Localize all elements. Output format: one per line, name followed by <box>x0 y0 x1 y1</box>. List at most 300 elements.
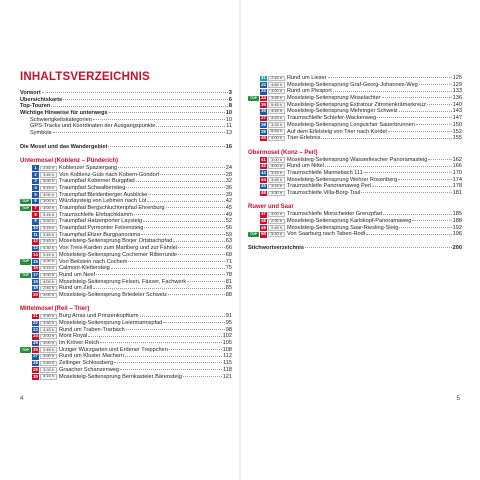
toc-line[interactable] <box>20 103 232 110</box>
tour-page: 162 <box>452 156 462 163</box>
toc-line-label: Top-Touren <box>20 103 51 110</box>
toc-line-page: 11 <box>226 123 232 130</box>
right-page <box>240 0 480 480</box>
top-tour-badge: TOP <box>20 259 31 264</box>
tour-page: 150 <box>452 121 462 128</box>
top-tour-badge: TOP <box>20 206 31 211</box>
tour-entry[interactable] <box>248 102 462 109</box>
tour-entry[interactable] <box>20 232 232 239</box>
tour-entry[interactable] <box>20 225 232 232</box>
leader-dots <box>111 268 225 269</box>
tour-duration: 2:45 h <box>40 361 57 366</box>
tour-number-badge: 41 <box>261 156 266 162</box>
tour-title: Zeltinger Schlossberg <box>59 360 114 367</box>
tour-page: 185 <box>452 211 462 218</box>
tour-page: 81 <box>225 278 232 285</box>
tour-page: 59 <box>225 231 232 238</box>
toc-line[interactable] <box>20 97 232 104</box>
tour-title: Moselsteig-Seitensprung Wehrer Rosenberg <box>287 176 398 183</box>
toc-spacer <box>20 137 232 144</box>
leader-dots <box>428 159 451 160</box>
top-badge-placeholder <box>20 252 31 257</box>
tour-number-badge: 14 <box>33 251 38 257</box>
tour-entry[interactable] <box>20 313 232 320</box>
top-badge-placeholder <box>20 219 31 224</box>
tour-page: 102 <box>222 333 232 340</box>
leader-dots <box>93 119 225 120</box>
leader-dots <box>427 104 452 105</box>
leader-dots <box>147 201 224 202</box>
tour-title: Im Kröver Reich <box>59 340 100 347</box>
tour-entry[interactable] <box>248 218 462 225</box>
tour-entry[interactable] <box>20 185 232 192</box>
toc-line[interactable] <box>20 123 232 130</box>
top-badge-placeholder <box>248 122 259 127</box>
tour-entry[interactable] <box>248 129 462 136</box>
tour-duration: 3:00 h <box>268 212 285 217</box>
tour-duration: 4:00 h <box>268 136 285 141</box>
tour-title: Moselsteig-Seitensprung Leiermannspfad <box>59 320 163 326</box>
tour-title: Moselsteig-Seitensprung Briedeler Schweiz <box>59 291 167 298</box>
section-spacer <box>248 238 462 245</box>
tour-number-badge: 39 <box>261 128 266 134</box>
tour-page: 32 <box>225 178 232 185</box>
leader-dots <box>372 186 452 187</box>
tour-entry[interactable] <box>20 165 232 172</box>
tour-number-badge: 27 <box>33 353 38 359</box>
tour-duration: 3:00 h <box>40 367 57 372</box>
tour-duration: 3:30 h <box>268 191 285 196</box>
tour-entry[interactable] <box>20 367 232 374</box>
tour-entry[interactable] <box>248 211 462 218</box>
tour-page: 63 <box>225 238 232 245</box>
tour-entry[interactable] <box>20 198 232 205</box>
toc-line[interactable] <box>20 130 232 137</box>
section-spacer <box>20 299 232 306</box>
tour-entry[interactable] <box>20 333 232 340</box>
tour-number-badge: 9 <box>32 219 39 225</box>
tour-entry[interactable] <box>248 122 462 129</box>
leader-dots <box>399 111 452 112</box>
tour-number-badge: 35 <box>261 101 266 107</box>
tour-duration: 3:00 h <box>268 89 285 94</box>
tour-entry[interactable] <box>20 285 232 292</box>
tour-number-badge: 37 <box>261 115 266 121</box>
tour-page: 42 <box>225 198 232 205</box>
tour-entry[interactable] <box>20 374 232 381</box>
top-badge-placeholder <box>20 232 31 237</box>
tour-page: 118 <box>223 366 232 373</box>
tour-title: Traumschleife Panoramaweg Perl <box>287 183 372 190</box>
leader-dots <box>140 316 225 317</box>
section-spacer <box>248 197 462 204</box>
tour-number-badge: 36 <box>261 108 266 114</box>
leader-dots <box>120 369 222 370</box>
tour-page: 68 <box>225 251 232 258</box>
tour-title: Traumpfad Bergschluchtenpfad Ehrenburg <box>59 205 165 211</box>
tour-duration: 3:15 h <box>40 252 57 257</box>
tour-duration: 3:15 h <box>268 184 285 189</box>
tour-duration: 3:45 h <box>40 172 57 177</box>
tour-duration: 3:00 h <box>40 273 57 278</box>
top-badge-placeholder <box>248 184 259 189</box>
tour-entry[interactable] <box>20 245 232 252</box>
toc-line-page: 200 <box>452 244 462 251</box>
top-badge-placeholder <box>20 334 31 339</box>
section-spacer <box>20 150 232 157</box>
tour-entry[interactable] <box>248 225 462 232</box>
leader-dots <box>364 172 452 173</box>
tour-number-badge: 50 <box>261 231 266 237</box>
top-badge-placeholder <box>20 314 31 319</box>
toc-line-page: 10 <box>225 116 232 123</box>
leader-dots <box>361 192 452 193</box>
leader-dots <box>169 349 222 350</box>
tour-entry[interactable] <box>248 95 462 102</box>
tour-entry[interactable] <box>248 190 462 197</box>
tour-page: 49 <box>225 211 232 218</box>
top-badge-placeholder <box>20 354 31 359</box>
tour-duration: 3:00 h <box>40 199 57 204</box>
tour-number-badge: 18 <box>33 278 38 284</box>
tour-page: 196 <box>452 231 462 238</box>
tour-number-badge: 49 <box>261 224 266 230</box>
tour-number-badge: 31 <box>261 75 266 80</box>
tour-title: Traumschleife Schiefer-Wackenweg <box>287 115 377 122</box>
top-badge-placeholder <box>248 129 259 134</box>
tour-number-badge: 46 <box>261 190 266 195</box>
tour-duration: 4:00 h <box>40 259 57 264</box>
section-spacer <box>20 380 232 387</box>
tour-page: 166 <box>452 163 462 170</box>
tour-duration: 3:30 h <box>40 321 57 326</box>
tour-entry[interactable] <box>20 292 232 299</box>
tour-page: 136 <box>452 95 462 102</box>
section-heading: Ruwer und Saar <box>248 204 294 211</box>
tour-duration: 4:00 h <box>40 192 57 197</box>
leader-dots <box>125 356 222 357</box>
leader-dots <box>134 214 225 215</box>
leader-dots <box>144 227 224 228</box>
leader-dots <box>160 174 225 175</box>
tour-duration: 3:00 h <box>40 341 57 346</box>
tour-number-badge: 32 <box>261 81 266 87</box>
tour-title: Traumpfad Pyrmonter Felsensteig <box>59 225 144 232</box>
top-badge-placeholder <box>248 212 259 217</box>
tour-duration: 2:45 h <box>40 239 57 244</box>
tour-duration: 4:15 h <box>268 116 285 121</box>
leader-dots <box>42 92 228 93</box>
tour-number-badge: 1 <box>32 165 39 171</box>
tour-page: 56 <box>225 225 232 232</box>
tour-entry[interactable] <box>20 347 232 354</box>
tour-number-badge: 6 <box>32 199 39 205</box>
tour-title: Rund um Traben-Trarbach <box>59 326 125 333</box>
tour-number-badge: 8 <box>32 212 39 218</box>
tour-title: Graacher Schanzenweg <box>59 366 120 373</box>
leader-dots <box>388 131 452 132</box>
tour-entry[interactable] <box>248 75 462 82</box>
tour-page: 71 <box>225 258 232 265</box>
tour-page: 125 <box>452 75 462 81</box>
leader-dots <box>96 274 225 275</box>
toc-line-label: Wichtige Hinweise für unterwegs <box>20 110 108 117</box>
tour-entry[interactable] <box>248 231 462 238</box>
tour-duration: 2:45 h <box>40 166 57 171</box>
leader-dots <box>366 234 451 235</box>
tour-entry[interactable] <box>20 360 232 367</box>
tour-duration: 4:45 h <box>268 82 285 87</box>
tour-duration: 4:00 h <box>40 206 57 211</box>
top-badge-placeholder <box>248 116 259 121</box>
tour-entry[interactable] <box>20 218 232 225</box>
top-badge-placeholder <box>20 179 31 184</box>
top-badge-placeholder <box>248 171 259 176</box>
tour-number-badge: 38 <box>261 121 266 127</box>
tour-duration: 4:30 h <box>40 246 57 251</box>
top-badge-placeholder <box>248 89 259 94</box>
toc-title: INHALTSVERZEICHNIS <box>20 71 150 83</box>
tour-number-badge: 4 <box>32 185 39 191</box>
tour-duration: 3:00 h <box>40 293 57 298</box>
tour-title: Auf dem Eifelsteig von Trier nach Kordel <box>287 128 387 135</box>
leader-dots <box>166 207 225 208</box>
tour-title: Rund um Lieser <box>287 75 327 81</box>
tour-page: 121 <box>222 373 232 380</box>
top-badge-placeholder <box>20 172 31 177</box>
toc-line-page: 16 <box>225 143 232 150</box>
tour-page: 178 <box>452 183 462 190</box>
tour-page: 36 <box>225 184 232 191</box>
toc-line-page: 13 <box>225 130 232 137</box>
tour-title: Rund um Kloster Machern <box>59 353 124 360</box>
tour-title: Traumpfad Hatzenporter Laysteig <box>59 218 143 225</box>
top-badge-placeholder <box>20 367 31 372</box>
leader-dots <box>88 336 221 337</box>
tour-entry[interactable] <box>248 108 462 115</box>
top-badge-placeholder <box>248 109 259 114</box>
tour-page: 170 <box>452 169 462 176</box>
leader-dots <box>383 214 452 215</box>
tour-title: Moselsteig-Seitensprung Karlskopf-Panoramaweg <box>287 218 412 225</box>
tour-title: Koblenzer Spaziergang <box>59 164 118 171</box>
leader-dots <box>109 112 225 113</box>
top-badge-placeholder <box>248 76 259 81</box>
tour-title: Traumpfad Bleidenberger Ausblicke <box>59 191 148 198</box>
tour-title: Moselsteig-Seitensprung Borjer Ortsbachpfad <box>59 238 173 245</box>
tour-page: 85 <box>225 285 232 292</box>
tour-duration: 3:15 h <box>40 226 57 231</box>
tour-number-badge: 26 <box>33 346 38 352</box>
tour-page: 52 <box>225 218 232 225</box>
tour-duration: 3:00 h <box>268 157 285 162</box>
tour-number-badge: 15 <box>33 258 38 264</box>
tour-title: Traumpfad Eltzer Burgpanorama <box>59 231 141 238</box>
tour-duration: 3:45 h <box>268 177 285 182</box>
tour-page: 174 <box>452 176 462 183</box>
tour-title: Rund um Piesport <box>287 88 332 95</box>
leader-dots <box>178 247 225 248</box>
section-heading: Untermosel (Koblenz – Pünderich) <box>20 157 119 164</box>
tour-title: Moselsteig-Seitensprung Saar-Riesling-Steig <box>287 224 399 231</box>
toc-line-label: Vorwort <box>20 90 41 96</box>
tour-number-badge: 43 <box>261 169 266 175</box>
tour-page: 133 <box>452 88 462 95</box>
tour-entry[interactable] <box>20 272 232 279</box>
toc-line[interactable] <box>20 110 232 117</box>
tour-entry[interactable] <box>20 340 232 347</box>
tour-page: 91 <box>225 313 232 320</box>
tour-title: Von Koblenz-Güls nach Kobern-Gondorf <box>59 171 160 178</box>
leader-dots <box>51 106 228 107</box>
tour-number-badge: 19 <box>33 285 38 291</box>
tour-duration: 5:15 h <box>40 186 57 191</box>
top-badge-placeholder <box>20 186 31 191</box>
top-badge-placeholder <box>20 293 31 298</box>
top-badge-placeholder <box>20 212 31 217</box>
leader-dots <box>333 91 452 92</box>
tour-number-badge: 22 <box>33 320 38 325</box>
leader-dots <box>126 187 224 188</box>
tour-duration: 3:15 h <box>268 171 285 176</box>
tour-title: Burg Arras und Prinzenkopfturm <box>59 313 139 320</box>
tour-title: Mont Royal <box>59 333 88 340</box>
tour-page: 152 <box>452 128 462 135</box>
tour-entry[interactable] <box>20 178 232 185</box>
tour-entry[interactable] <box>20 172 232 179</box>
tour-title: Traumschleife Mannebach 111 <box>287 169 363 176</box>
tour-entry[interactable] <box>20 279 232 286</box>
top-badge-placeholder <box>248 82 259 87</box>
toc-line[interactable] <box>20 117 232 124</box>
tour-number-badge: 34 <box>261 95 266 101</box>
leader-dots <box>141 234 225 235</box>
section-heading: Obermosel (Konz – Perl) <box>248 149 318 156</box>
leader-dots <box>305 247 452 248</box>
tour-number-badge: 30 <box>33 373 38 379</box>
tour-entry[interactable] <box>248 115 462 122</box>
tour-title: Moselsteig-Seitensprung Graf-Georg-Johannes-Weg <box>287 81 418 88</box>
tour-duration: 4:45 h <box>40 327 57 332</box>
top-badge-placeholder <box>248 164 259 169</box>
tour-entry[interactable] <box>20 205 232 212</box>
tour-title: Moselsteig-Seitensprung Wasserliescher Panoramasteig <box>287 156 428 163</box>
top-tour-badge: TOP <box>248 96 259 101</box>
leader-dots <box>187 281 225 282</box>
tour-title: Ürziger Würzgarten und Erdener Treppchen <box>59 346 168 353</box>
top-badge-placeholder <box>20 239 31 244</box>
tour-entry[interactable] <box>20 252 232 259</box>
tour-page: 28 <box>225 171 232 178</box>
tour-entry[interactable] <box>248 170 462 177</box>
tour-number-badge: 44 <box>261 176 266 182</box>
tour-duration: 3:15 h <box>268 122 285 127</box>
tour-entry[interactable] <box>248 163 462 170</box>
tour-entry[interactable] <box>20 327 232 334</box>
tour-duration: 6:45 h <box>268 129 285 134</box>
tour-entry[interactable] <box>20 265 232 272</box>
tour-entry[interactable] <box>20 320 232 327</box>
tour-title: Von Saarburg nach Taben-Rodt <box>287 231 366 238</box>
tour-entry[interactable] <box>20 212 232 219</box>
tour-entry[interactable] <box>248 88 462 95</box>
top-badge-placeholder <box>20 246 31 251</box>
tour-title: Traumschleife Villa-Borg-Trail <box>287 190 361 196</box>
tour-entry[interactable] <box>20 192 232 199</box>
tour-number-badge: 20 <box>33 291 38 297</box>
tour-page: 115 <box>223 360 232 367</box>
tour-title: Moselsteig-Seitensprung Bernkasteler Bärensteig <box>59 373 182 380</box>
tour-entry[interactable] <box>248 135 462 142</box>
tour-page: 181 <box>452 190 462 196</box>
top-badge-placeholder <box>20 279 31 284</box>
tour-number-badge: 12 <box>33 238 38 244</box>
toc-line-page: 6 <box>228 96 232 103</box>
tour-duration: 3:00 h <box>40 354 57 359</box>
tour-entry[interactable] <box>20 238 232 245</box>
leader-dots <box>53 132 225 133</box>
top-badge-placeholder <box>20 321 31 326</box>
toc-line[interactable] <box>20 144 232 151</box>
toc-line[interactable] <box>248 245 462 252</box>
leader-dots <box>143 221 225 222</box>
leader-dots <box>183 376 222 377</box>
leader-dots <box>377 117 452 118</box>
top-tour-badge: TOP <box>20 273 31 278</box>
top-badge-placeholder <box>248 225 259 230</box>
leader-dots <box>168 294 225 295</box>
toc-line-label: Symbole <box>30 130 52 137</box>
tour-duration: 2:45 h <box>40 286 57 291</box>
top-tour-badge: TOP <box>248 232 259 237</box>
top-badge-placeholder <box>248 102 259 107</box>
tour-page: 188 <box>452 218 462 225</box>
leader-dots <box>156 126 225 127</box>
tour-title: Traumpfad Koberner Burgpfad <box>59 178 135 185</box>
tour-page: 66 <box>225 245 232 252</box>
tour-page: 105 <box>222 340 232 347</box>
leader-dots <box>325 166 452 167</box>
tour-number-badge: 45 <box>261 183 266 189</box>
top-badge-placeholder <box>20 374 31 379</box>
tour-title: Von Beilstein nach Cochem <box>59 258 128 265</box>
page-number-left: 4 <box>20 396 24 402</box>
leader-dots <box>100 342 222 343</box>
tour-duration: 5:00 h <box>40 179 57 184</box>
tour-entry[interactable] <box>248 177 462 184</box>
tour-number-badge: 5 <box>32 192 39 198</box>
tour-duration: 3:00 h <box>40 334 57 339</box>
top-badge-placeholder <box>20 341 31 346</box>
toc-line-label: Die Mosel und das Wandergebiet <box>20 143 108 150</box>
tour-entry[interactable] <box>20 259 232 266</box>
leader-dots <box>398 179 451 180</box>
tour-duration: 3:30 h <box>40 314 57 319</box>
tour-entry[interactable] <box>248 82 462 89</box>
tour-duration: 3:30 h <box>40 219 57 224</box>
leader-dots <box>126 329 225 330</box>
tour-page: 155 <box>452 135 462 142</box>
tour-entry[interactable] <box>248 183 462 190</box>
tour-entry[interactable] <box>20 353 232 360</box>
toc-line[interactable] <box>20 90 232 97</box>
tour-number-badge: 23 <box>33 326 38 332</box>
top-badge-placeholder <box>20 361 31 366</box>
leader-dots <box>148 194 224 195</box>
tour-entry[interactable] <box>248 157 462 164</box>
tour-duration: 3:15 h <box>40 212 57 217</box>
tour-number-badge: 17 <box>33 271 38 277</box>
